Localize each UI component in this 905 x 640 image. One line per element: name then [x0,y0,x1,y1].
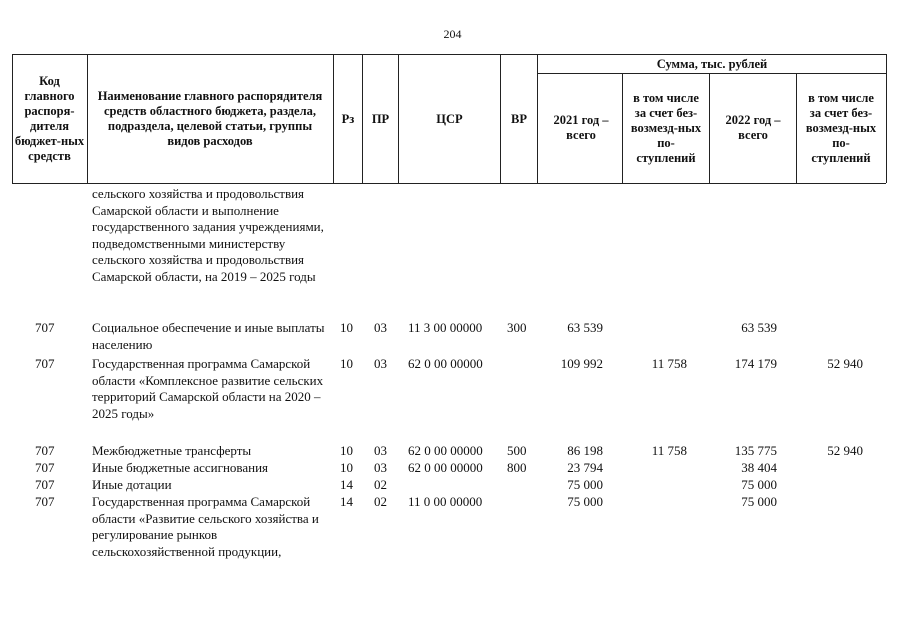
row-sum-2022: 135 775 [734,443,777,458]
row-vr: 500 [507,443,527,458]
row-sum-2022: 75 000 [741,477,777,492]
col-divider [709,73,710,183]
row-rz: 14 [340,494,353,509]
row-sum-2021: 23 794 [567,460,603,475]
row-code: 707 [35,494,55,509]
row-name: Межбюджетные трансферты [92,443,252,458]
row-code: 707 [35,356,55,371]
row-rz: 10 [340,460,353,475]
header-vr: ВР [511,111,527,126]
row-pr: 03 [374,443,387,458]
col-divider [537,54,538,183]
row-csr: 62 0 00 00000 [408,356,483,371]
row-rz: 14 [340,477,353,492]
col-divider [87,54,88,183]
header-2022-total: 2022 год – всего [725,113,781,142]
header-csr: ЦСР [436,111,463,126]
header-2021-total: 2021 год – всего [553,113,609,142]
header-code: Код главного распоря-дителя бюджет-ных средств [14,74,85,163]
header-pr: ПР [371,111,390,126]
page-number: 204 [443,27,462,41]
row-sum-2021: 63 539 [567,320,603,335]
row-code: 707 [35,460,55,475]
row-vr: 300 [507,320,527,335]
row-grant-2022: 52 940 [827,356,863,371]
header-2022-grant: в том числе за счет без-возмезд-ных по-ступлений [805,90,877,165]
row-rz: 10 [340,356,353,371]
row-pr: 02 [374,477,387,492]
col-divider [796,73,797,183]
row-sum-2022: 38 404 [741,460,777,475]
row-csr: 11 3 00 00000 [408,320,483,335]
row-sum-2021: 75 000 [567,494,603,509]
row-rz: 10 [340,443,353,458]
row-sum-2022: 174 179 [734,356,777,371]
header-sum-group: Сумма, тыс. рублей [656,56,768,71]
row-grant-2022: 52 940 [827,443,863,458]
row-grant-2021: 11 758 [651,356,687,371]
col-divider [622,73,623,183]
row-sum-2022: 63 539 [741,320,777,335]
row-sum-2021: 86 198 [567,443,603,458]
header-name: Наименование главного распорядителя средств областного бюджета, раздела, подраздела, целевой статьи, группы видов расходов [97,89,323,148]
row-name: Иные бюджетные ассигнования [92,460,269,475]
row-name: Иные дотации [92,477,172,492]
row-csr: 62 0 00 00000 [408,443,483,458]
header-rz: Рз [341,111,355,126]
row-code: 707 [35,477,55,492]
row-code: 707 [35,320,55,335]
row-name: Государственная программа Самарской области «Развитие сельского хозяйства и регулирование рынков сельскохозяйственной продукции, [92,494,319,559]
col-divider [886,54,887,183]
row-code: 707 [35,443,55,458]
row-pr: 02 [374,494,387,509]
continuation-text: сельского хозяйства и продовольствия Самарской области и выполнение государственного задания учреждениями, подведомственными министерству сельского хозяйства и продовольствия Самарской области, на 2019 – 2025 годы [92,186,324,284]
row-vr: 800 [507,460,527,475]
row-grant-2021: 11 758 [651,443,687,458]
row-sum-2021: 75 000 [567,477,603,492]
header-bottom-border [12,183,886,184]
row-csr: 62 0 00 00000 [408,460,483,475]
header-2021-grant: в том числе за счет без-возмезд-ных по-ступлений [630,90,702,165]
row-rz: 10 [340,320,353,335]
row-name: Социальное обеспечение и иные выплаты населению [92,320,325,352]
row-csr: 11 0 00 00000 [408,494,483,509]
row-pr: 03 [374,460,387,475]
row-sum-2021: 109 992 [560,356,603,371]
row-pr: 03 [374,356,387,371]
row-sum-2022: 75 000 [741,494,777,509]
row-pr: 03 [374,320,387,335]
row-name: Государственная программа Самарской области «Комплексное развитие сельских территорий Самарской области на 2020 – 2025 годы» [92,356,324,421]
